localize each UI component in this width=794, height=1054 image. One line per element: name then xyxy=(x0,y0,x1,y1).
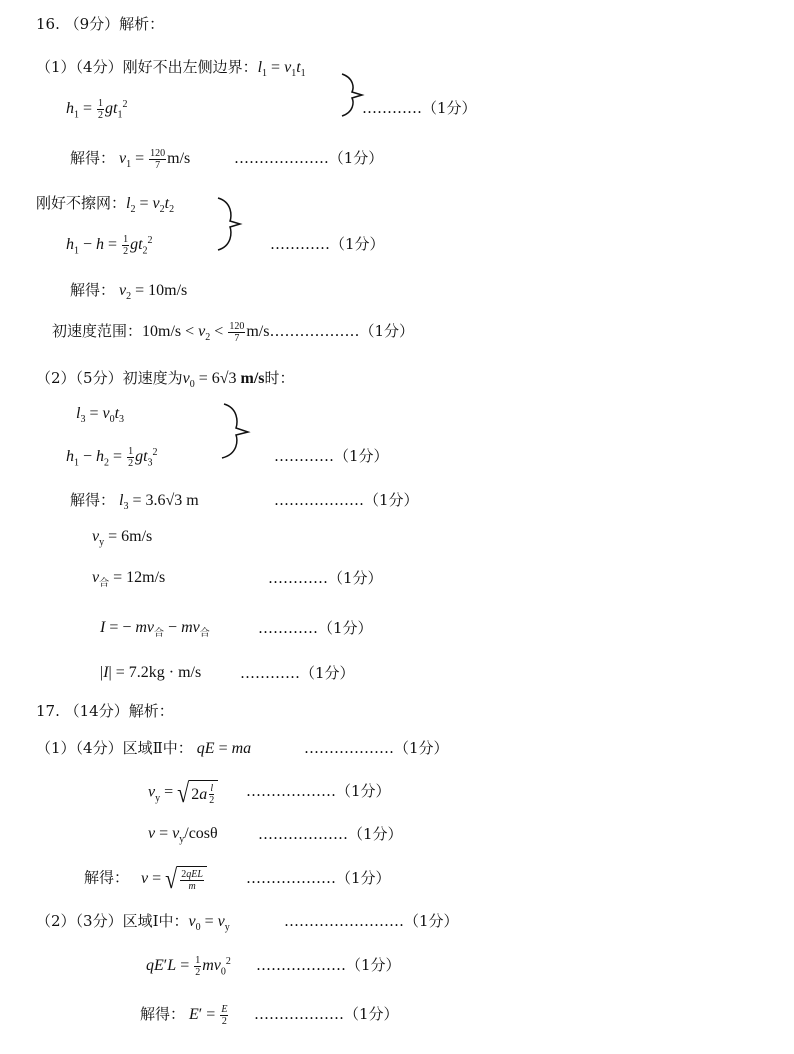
eq-l3: $l_3 = v_0t_3$ xyxy=(76,405,125,426)
eq-vy: $v_y = 6m/s$ xyxy=(92,528,153,549)
eq-energy: qE′L = $\frac{1}{2}$ $mv_0^2$ xyxy=(146,955,231,978)
q17-part1-line: （1）（4分）区域Ⅱ中： qE = ma xyxy=(36,739,252,757)
score-16-2: ……………….（1分） xyxy=(234,149,384,167)
brace-2 xyxy=(214,196,244,252)
q16-part1-label: （1）（4分）刚好不出左侧边界： xyxy=(36,58,258,76)
eq-l1: $l_1 = v_1t_1$ xyxy=(257,59,306,80)
q17-solution-2: 解得： E′ = $\frac{E}{2}$ xyxy=(140,1004,228,1027)
score-16-1: …………（1分） xyxy=(362,99,477,117)
q16-solution-1: 解得： $v_1$ = $\frac{120}{7}$ m/s xyxy=(70,148,191,171)
score-16-7: …………（1分） xyxy=(268,569,383,587)
q16-part1-line xyxy=(36,57,306,78)
eq-h1-h2: $h_1 - h_2$ = $\frac{1}{2}$ $gt_3^2$ xyxy=(66,446,158,469)
eq-h1: $h_1$ = $\frac{1}{2}$ $gt_1^2$ xyxy=(66,98,128,121)
q16-solution-2: 解得： $v_2 = 10m/s$ xyxy=(70,281,188,303)
score-17-4: ………………（1分） xyxy=(246,869,391,887)
score-16-9: …………（1分） xyxy=(240,664,355,682)
q16-solution-3: 解得： $l_3 = 3.6√3$ m xyxy=(70,491,199,513)
eq-vhe: $v_合 = 12m/s$ xyxy=(92,569,166,590)
score-17-6: ………………（1分） xyxy=(256,956,401,974)
score-16-6: ………………（1分） xyxy=(274,491,419,509)
q17-part2-line: （2）（3分）区域Ⅰ中：$v_0 = v_y$ xyxy=(36,912,230,934)
q16-part2-line: （2）（5分）初速度为$v_0 = 6√3$ m/s时： xyxy=(36,369,295,391)
eq-v-cos: $v = v_y$/cosθ xyxy=(148,825,218,846)
score-17-3: ………………（1分） xyxy=(258,825,403,843)
eq-impulse-mag: |I| = 7.2kg · m/s xyxy=(100,664,202,681)
score-16-5: …………（1分） xyxy=(274,447,389,465)
score-17-5: ……………………（1分） xyxy=(284,912,459,930)
brace-3 xyxy=(218,402,254,460)
score-16-3: …………（1分） xyxy=(270,235,385,253)
q16-header: 16. （9分）解析： xyxy=(36,15,165,33)
eq-impulse: I = − $mv_合 - mv_合$ xyxy=(100,619,210,640)
q17-header: 17. （14分）解析： xyxy=(36,702,174,720)
score-17-1: ………………（1分） xyxy=(304,739,449,757)
eq-vy-sqrt: $v_y$ = √ 2 a l 2 xyxy=(148,780,218,806)
score-17-7: ………………（1分） xyxy=(254,1005,399,1023)
q16-net-line: 刚好不擦网：$l_2 = v_2t_2$ xyxy=(36,194,175,216)
score-16-8: …………（1分） xyxy=(258,619,373,637)
score-17-2: ………………（1分） xyxy=(246,782,391,800)
q16-range-line: 初速度范围：$10m/s < v_2$ < $\frac{120}{7}$ m/s………………（1分） xyxy=(52,321,414,344)
q17-solution-1: 解得： v = √ 2qEL m xyxy=(84,866,207,892)
eq-h1-h: $h_1 - h$ = $\frac{1}{2}$ $gt_2^2$ xyxy=(66,234,153,257)
